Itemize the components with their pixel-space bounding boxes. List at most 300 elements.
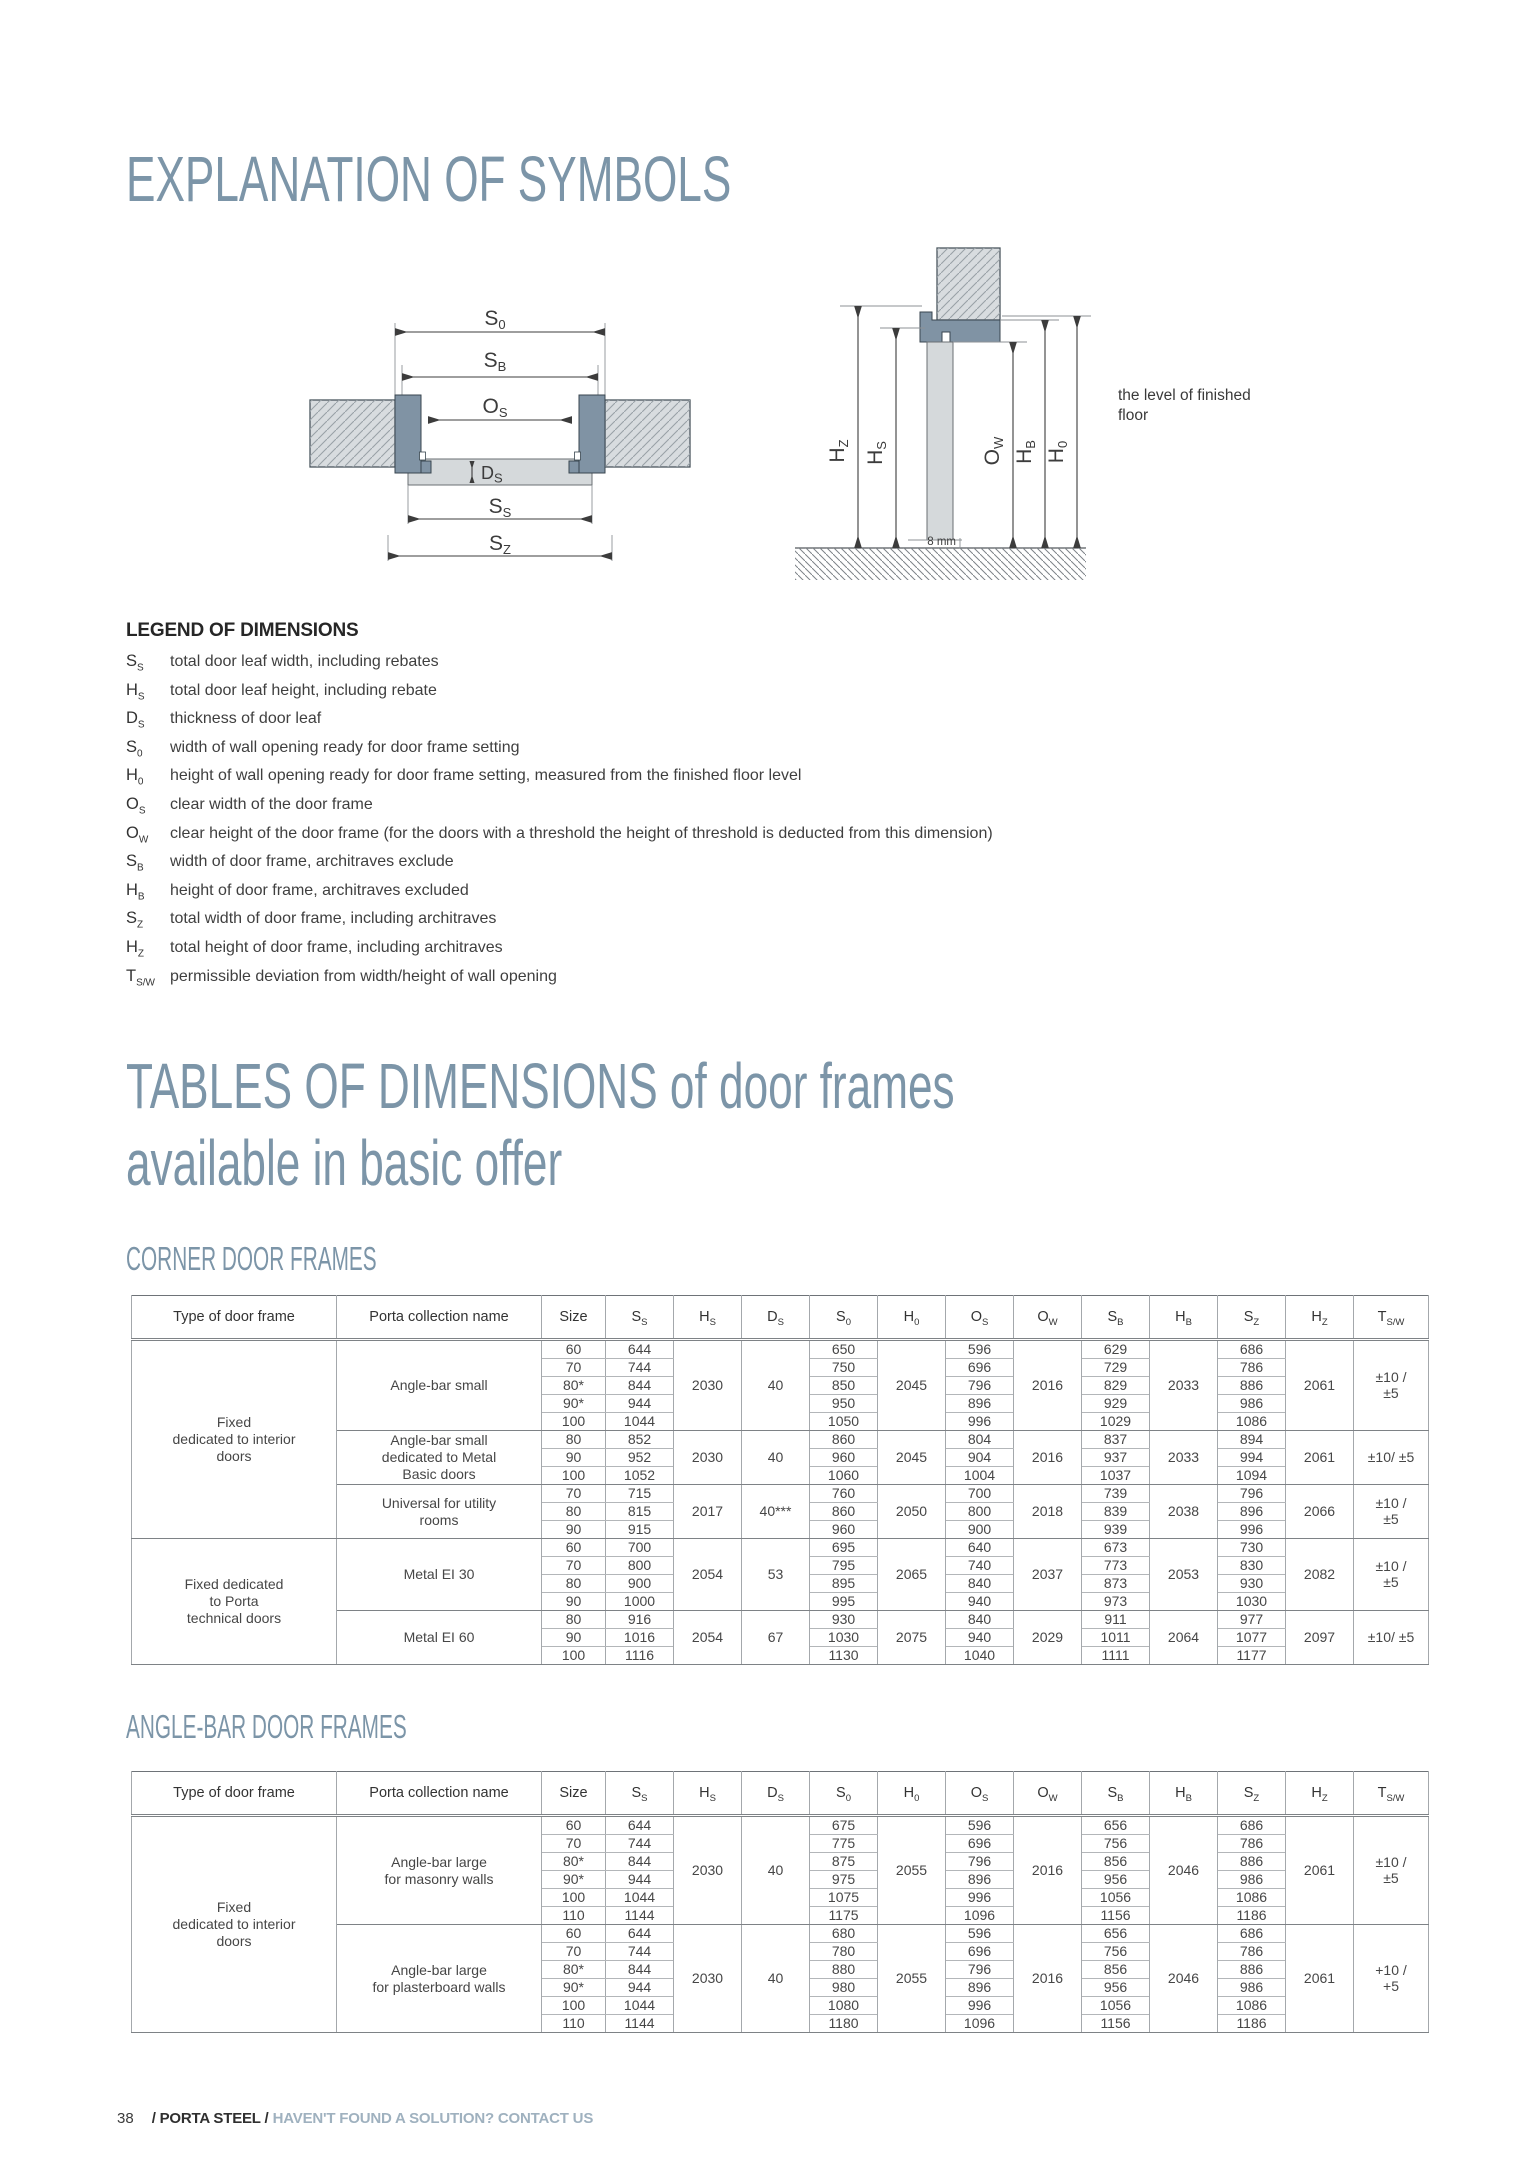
cell-os: 796	[946, 1853, 1014, 1871]
cell-ss: 1044	[606, 1889, 674, 1907]
legend-item	[126, 909, 1456, 938]
cell-sb: 911	[1082, 1611, 1150, 1629]
cell-sb: 1029	[1082, 1413, 1150, 1431]
cell-size: 90	[542, 1449, 606, 1467]
cell-s0: 1080	[810, 1997, 878, 2015]
cell-s0: 850	[810, 1377, 878, 1395]
cell-size: 60	[542, 1925, 606, 1943]
cell-ss: 815	[606, 1503, 674, 1521]
legend-description: total height of door frame, including architraves	[170, 938, 503, 956]
cell-collection-name: Universal for utility rooms	[337, 1485, 542, 1539]
cell-os: 696	[946, 1359, 1014, 1377]
cell-os: 696	[946, 1943, 1014, 1961]
cell-size: 110	[542, 2015, 606, 2033]
header-row	[132, 1296, 1429, 1340]
column-header: $H_B$	[1150, 1772, 1218, 1816]
cell-s0: 675	[810, 1816, 878, 1835]
cell-hb: 2046	[1150, 1925, 1218, 2033]
dim-label-ow: OW	[981, 436, 1006, 466]
legend-symbol: $S_S$	[126, 652, 144, 674]
cell-size: 90	[542, 1521, 606, 1539]
cell-os: 996	[946, 1889, 1014, 1907]
cell-s0: 930	[810, 1611, 878, 1629]
corner-door-frames-table	[131, 1295, 1429, 1665]
column-header: $O_W$	[1014, 1772, 1082, 1816]
cell-sb: 1056	[1082, 1997, 1150, 2015]
cell-ss: 1144	[606, 1907, 674, 1925]
cell-size: 80	[542, 1611, 606, 1629]
cell-sz: 730	[1218, 1539, 1286, 1557]
cell-ow: 2016	[1014, 1431, 1082, 1485]
cell-size: 90*	[542, 1395, 606, 1413]
cell-sz: 977	[1218, 1611, 1286, 1629]
cell-sz: 986	[1218, 1871, 1286, 1889]
cell-os: 1004	[946, 1467, 1014, 1485]
column-header: $H_S$	[674, 1772, 742, 1816]
column-header: $D_S$	[742, 1296, 810, 1340]
cell-os: 804	[946, 1431, 1014, 1449]
cell-sb: 873	[1082, 1575, 1150, 1593]
cell-os: 896	[946, 1871, 1014, 1889]
cell-ss: 744	[606, 1835, 674, 1853]
legend-symbol: $O_S$	[126, 794, 146, 817]
cell-size: 100	[542, 1647, 606, 1665]
cell-hs: 2017	[674, 1485, 742, 1539]
cell-sb: 629	[1082, 1340, 1150, 1359]
column-header: $O_W$	[1014, 1296, 1082, 1340]
cell-os: 796	[946, 1377, 1014, 1395]
cell-sz: 1086	[1218, 1889, 1286, 1907]
legend-list	[126, 652, 1456, 995]
legend-description: total width of door frame, including architraves	[170, 910, 497, 928]
cell-sb: 1056	[1082, 1889, 1150, 1907]
cell-ds: 40	[742, 1340, 810, 1431]
cell-sz: 686	[1218, 1925, 1286, 1943]
cell-size: 70	[542, 1835, 606, 1853]
cell-size: 90*	[542, 1871, 606, 1889]
cell-s0: 880	[810, 1961, 878, 1979]
cell-s0: 950	[810, 1395, 878, 1413]
legend-description: total door leaf height, including rebate	[170, 681, 437, 699]
cell-size: 60	[542, 1816, 606, 1835]
cell-s0: 1175	[810, 1907, 878, 1925]
cell-hb: 2038	[1150, 1485, 1218, 1539]
cell-sb: 1156	[1082, 2015, 1150, 2033]
column-header: $S_B$	[1082, 1772, 1150, 1816]
cell-s0: 795	[810, 1557, 878, 1575]
cell-sz: 786	[1218, 1359, 1286, 1377]
legend-item	[126, 938, 1456, 967]
gap-8mm-label: 8 mm	[927, 536, 956, 548]
cell-ds: 53	[742, 1539, 810, 1611]
cell-s0: 680	[810, 1925, 878, 1943]
column-header: $H_0$	[878, 1296, 946, 1340]
cell-ow: 2029	[1014, 1611, 1082, 1665]
cell-sb: 673	[1082, 1539, 1150, 1557]
cell-sz: 1077	[1218, 1629, 1286, 1647]
cell-os: 996	[946, 1413, 1014, 1431]
cell-sz: 1177	[1218, 1647, 1286, 1665]
cell-h0: 2055	[878, 1925, 946, 2033]
column-header: $H_B$	[1150, 1296, 1218, 1340]
legend-symbol: $O_W$	[126, 823, 149, 845]
cell-os: 700	[946, 1485, 1014, 1503]
column-header: Type of door frame	[132, 1296, 337, 1340]
cell-hb: 2033	[1150, 1431, 1218, 1485]
section-title: TABLES OF DIMENSIONS of door frames available in basic offer	[126, 1050, 955, 1199]
cell-s0: 1130	[810, 1647, 878, 1665]
cell-s0: 1030	[810, 1629, 878, 1647]
cell-os: 596	[946, 1340, 1014, 1359]
angle-bar-door-frames-table	[131, 1771, 1429, 2033]
cell-tolerance: ±10 / ±5	[1354, 1539, 1429, 1611]
cell-size: 100	[542, 1467, 606, 1485]
cell-ss: 915	[606, 1521, 674, 1539]
cell-ow: 2018	[1014, 1485, 1082, 1539]
cell-sb: 756	[1082, 1835, 1150, 1853]
cell-tolerance: ±10 / ±5	[1354, 1816, 1429, 1925]
cell-ds: 40***	[742, 1485, 810, 1539]
cell-os: 696	[946, 1835, 1014, 1853]
cell-size: 70	[542, 1485, 606, 1503]
cell-collection-name: Angle-bar large for plasterboard walls	[337, 1925, 542, 2033]
dim-label-os: OS	[482, 395, 508, 420]
cell-hb: 2033	[1150, 1340, 1218, 1431]
cell-sz: 686	[1218, 1340, 1286, 1359]
cell-hs: 2054	[674, 1539, 742, 1611]
cell-s0: 1060	[810, 1467, 878, 1485]
cell-h0: 2045	[878, 1340, 946, 1431]
legend-description: width of wall opening ready for door frame setting	[170, 738, 520, 756]
cell-ds: 67	[742, 1611, 810, 1665]
cell-sz: 1086	[1218, 1413, 1286, 1431]
dim-label-s0: S0	[484, 307, 506, 332]
cell-size: 80*	[542, 1853, 606, 1871]
cell-ss: 1144	[606, 2015, 674, 2033]
cell-size: 70	[542, 1943, 606, 1961]
cell-s0: 960	[810, 1449, 878, 1467]
corner-table-title: CORNER DOOR FRAMES	[126, 1240, 377, 1277]
cell-h0: 2075	[878, 1611, 946, 1665]
cell-type: Fixed dedicated to Porta technical doors	[132, 1539, 337, 1665]
cell-hz: 2082	[1286, 1539, 1354, 1611]
legend-symbol: $S_B$	[126, 852, 144, 874]
dim-label-h0: H0	[1045, 440, 1070, 464]
legend-description: thickness of door leaf	[170, 710, 322, 728]
cell-ow: 2016	[1014, 1925, 1082, 2033]
cell-s0: 875	[810, 1853, 878, 1871]
cell-ss: 952	[606, 1449, 674, 1467]
cell-size: 70	[542, 1359, 606, 1377]
cell-sb: 739	[1082, 1485, 1150, 1503]
cell-s0: 995	[810, 1593, 878, 1611]
cell-os: 1096	[946, 2015, 1014, 2033]
brand-label: / PORTA STEEL /	[151, 2110, 269, 2127]
cell-os: 640	[946, 1539, 1014, 1557]
cell-type: Fixed dedicated to interior doors	[132, 1816, 337, 2033]
legend-item	[126, 852, 1456, 881]
cell-s0: 760	[810, 1485, 878, 1503]
cell-ss: 944	[606, 1871, 674, 1889]
cell-ss: 644	[606, 1816, 674, 1835]
cell-s0: 980	[810, 1979, 878, 1997]
legend-symbol: $T_{S/W}$	[126, 966, 155, 988]
table-row	[132, 1816, 1429, 1835]
cell-sb: 856	[1082, 1853, 1150, 1871]
cell-size: 80*	[542, 1961, 606, 1979]
cell-sb: 956	[1082, 1979, 1150, 1997]
cell-s0: 695	[810, 1539, 878, 1557]
cell-ss: 1016	[606, 1629, 674, 1647]
cell-hz: 2061	[1286, 1431, 1354, 1485]
legend-symbol: $H_Z$	[126, 937, 145, 960]
cell-s0: 860	[810, 1431, 878, 1449]
cell-h0: 2050	[878, 1485, 946, 1539]
page-title: EXPLANATION OF SYMBOLS	[126, 143, 732, 215]
cell-ow: 2037	[1014, 1539, 1082, 1611]
cell-os: 996	[946, 1997, 1014, 2015]
cell-os: 896	[946, 1395, 1014, 1413]
column-header: $O_S$	[946, 1772, 1014, 1816]
cell-sb: 856	[1082, 1961, 1150, 1979]
cell-size: 90*	[542, 1979, 606, 1997]
legend-item	[126, 881, 1456, 910]
cell-type: Fixed dedicated to interior doors	[132, 1340, 337, 1539]
finished-floor	[795, 548, 1086, 580]
cell-sb: 1111	[1082, 1647, 1150, 1665]
cell-ds: 40	[742, 1925, 810, 2033]
header-row	[132, 1772, 1429, 1816]
cell-sb: 929	[1082, 1395, 1150, 1413]
cell-sz: 986	[1218, 1395, 1286, 1413]
cell-ss: 944	[606, 1979, 674, 1997]
column-header: $S_B$	[1082, 1296, 1150, 1340]
cell-s0: 780	[810, 1943, 878, 1961]
cell-sz: 796	[1218, 1485, 1286, 1503]
cell-ss: 744	[606, 1359, 674, 1377]
cell-ss: 744	[606, 1943, 674, 1961]
dim-label-hz: HZ	[826, 439, 851, 463]
cell-ss: 715	[606, 1485, 674, 1503]
cell-os: 840	[946, 1575, 1014, 1593]
cell-s0: 650	[810, 1340, 878, 1359]
column-header: $D_S$	[742, 1772, 810, 1816]
cell-sb: 973	[1082, 1593, 1150, 1611]
legend-description: height of door frame, architraves excluded	[170, 881, 469, 899]
cell-hs: 2030	[674, 1340, 742, 1431]
cell-size: 90	[542, 1593, 606, 1611]
cell-s0: 1050	[810, 1413, 878, 1431]
cell-tolerance: ±10 / ±5	[1354, 1340, 1429, 1431]
legend-description: total door leaf width, including rebates	[170, 653, 439, 670]
cell-ss: 900	[606, 1575, 674, 1593]
cell-tolerance: ±10/ ±5	[1354, 1431, 1429, 1485]
legend-item	[126, 766, 1456, 795]
column-header: $T_{S/W}$	[1354, 1772, 1429, 1816]
dim-label-hs: HS	[864, 441, 889, 465]
cell-h0: 2055	[878, 1816, 946, 1925]
cell-ss: 844	[606, 1853, 674, 1871]
column-header: $S_0$	[810, 1296, 878, 1340]
cell-size: 80	[542, 1431, 606, 1449]
legend-description: height of wall opening ready for door frame setting, measured from the finished floor level	[170, 767, 802, 785]
cell-size: 90	[542, 1629, 606, 1647]
door-leaf	[927, 342, 953, 540]
cell-hz: 2061	[1286, 1925, 1354, 2033]
cell-os: 740	[946, 1557, 1014, 1575]
cell-ss: 844	[606, 1377, 674, 1395]
column-header: $S_S$	[606, 1296, 674, 1340]
cell-size: 80*	[542, 1377, 606, 1395]
cell-ss: 700	[606, 1539, 674, 1557]
cell-size: 100	[542, 1997, 606, 2015]
table-row	[132, 1340, 1429, 1359]
column-header: $S_Z$	[1218, 1772, 1286, 1816]
cell-os: 796	[946, 1961, 1014, 1979]
cell-size: 60	[542, 1340, 606, 1359]
cell-ss: 844	[606, 1961, 674, 1979]
cell-os: 1040	[946, 1647, 1014, 1665]
cell-size: 110	[542, 1907, 606, 1925]
cell-ss: 1000	[606, 1593, 674, 1611]
cell-hz: 2061	[1286, 1340, 1354, 1431]
cell-ss: 644	[606, 1925, 674, 1943]
cell-sz: 1086	[1218, 1997, 1286, 2015]
column-header: Size	[542, 1296, 606, 1340]
cell-os: 1096	[946, 1907, 1014, 1925]
cell-sz: 1186	[1218, 1907, 1286, 1925]
cell-sb: 937	[1082, 1449, 1150, 1467]
cell-ow: 2016	[1014, 1340, 1082, 1431]
cell-sb: 729	[1082, 1359, 1150, 1377]
cell-ss: 644	[606, 1340, 674, 1359]
cell-os: 904	[946, 1449, 1014, 1467]
column-header: $T_{S/W}$	[1354, 1296, 1429, 1340]
cell-sb: 1011	[1082, 1629, 1150, 1647]
cell-hs: 2054	[674, 1611, 742, 1665]
cell-os: 596	[946, 1925, 1014, 1943]
cell-os: 900	[946, 1521, 1014, 1539]
cell-sb: 656	[1082, 1925, 1150, 1943]
column-header: $H_Z$	[1286, 1772, 1354, 1816]
cell-os: 940	[946, 1593, 1014, 1611]
door-frame-plan-diagram	[300, 295, 700, 575]
cell-sz: 886	[1218, 1377, 1286, 1395]
legend-item	[126, 652, 1456, 681]
cell-sb: 837	[1082, 1431, 1150, 1449]
dim-label-sz: SZ	[489, 532, 511, 557]
cell-ss: 916	[606, 1611, 674, 1629]
cell-size: 70	[542, 1557, 606, 1575]
legend-item	[126, 824, 1456, 853]
cell-sz: 996	[1218, 1521, 1286, 1539]
column-header: Size	[542, 1772, 606, 1816]
legend-symbol: $H_S$	[126, 680, 145, 702]
wall-section	[937, 248, 1000, 320]
cell-hs: 2030	[674, 1816, 742, 1925]
cell-sb: 1156	[1082, 1907, 1150, 1925]
cell-hz: 2061	[1286, 1816, 1354, 1925]
cell-hs: 2030	[674, 1925, 742, 2033]
cell-s0: 1075	[810, 1889, 878, 1907]
cell-size: 100	[542, 1889, 606, 1907]
contact-tagline: HAVEN'T FOUND A SOLUTION? CONTACT US	[272, 2110, 594, 2127]
cell-h0: 2045	[878, 1431, 946, 1485]
cell-sb: 939	[1082, 1521, 1150, 1539]
cell-ss: 944	[606, 1395, 674, 1413]
cell-sz: 686	[1218, 1816, 1286, 1835]
legend-item	[126, 795, 1456, 824]
column-header: Porta collection name	[337, 1772, 542, 1816]
cell-sz: 786	[1218, 1943, 1286, 1961]
dim-label-ds: DS	[481, 463, 503, 486]
dim-label-hb: HB	[1013, 440, 1038, 464]
page-footer	[117, 2110, 593, 2127]
legend-item	[126, 738, 1456, 767]
floor-level-note: the level of finished floor	[1118, 387, 1251, 424]
cell-sb: 829	[1082, 1377, 1150, 1395]
legend-symbol: $S_0$	[126, 737, 143, 760]
cell-collection-name: Angle-bar small	[337, 1340, 542, 1431]
cell-hz: 2097	[1286, 1611, 1354, 1665]
cell-s0: 750	[810, 1359, 878, 1377]
cell-os: 596	[946, 1816, 1014, 1835]
cell-ss: 1044	[606, 1997, 674, 2015]
dim-label-sb: SB	[483, 349, 507, 374]
legend-heading: LEGEND OF DIMENSIONS	[126, 620, 359, 641]
column-header: Porta collection name	[337, 1296, 542, 1340]
cell-collection-name: Angle-bar small dedicated to Metal Basic doors	[337, 1431, 542, 1485]
cell-sz: 994	[1218, 1449, 1286, 1467]
legend-symbol: $H_B$	[126, 880, 145, 903]
cell-collection-name: Metal EI 30	[337, 1539, 542, 1611]
cell-collection-name: Angle-bar large for masonry walls	[337, 1816, 542, 1925]
legend-item	[126, 681, 1456, 710]
column-header: $S_Z$	[1218, 1296, 1286, 1340]
cell-os: 840	[946, 1611, 1014, 1629]
cell-size: 60	[542, 1539, 606, 1557]
cell-s0: 895	[810, 1575, 878, 1593]
cell-s0: 975	[810, 1871, 878, 1889]
cell-h0: 2065	[878, 1539, 946, 1611]
cell-hb: 2064	[1150, 1611, 1218, 1665]
legend-symbol: $H_0$	[126, 766, 144, 788]
door-frame-vertical-section-diagram	[770, 246, 1110, 590]
cell-hz: 2066	[1286, 1485, 1354, 1539]
column-header: $S_0$	[810, 1772, 878, 1816]
legend-item	[126, 967, 1456, 996]
column-header: Type of door frame	[132, 1772, 337, 1816]
cell-sz: 886	[1218, 1961, 1286, 1979]
legend-description: clear width of the door frame	[170, 795, 373, 813]
cell-collection-name: Metal EI 60	[337, 1611, 542, 1665]
cell-size: 80	[542, 1503, 606, 1521]
cell-sb: 839	[1082, 1503, 1150, 1521]
cell-ow: 2016	[1014, 1816, 1082, 1925]
cell-hb: 2053	[1150, 1539, 1218, 1611]
cell-tolerance: ±10 / ±5	[1354, 1485, 1429, 1539]
anglebar-table-title: ANGLE-BAR DOOR FRAMES	[126, 1708, 407, 1745]
cell-ss: 1044	[606, 1413, 674, 1431]
column-header: $H_0$	[878, 1772, 946, 1816]
cell-sb: 956	[1082, 1871, 1150, 1889]
cell-sz: 886	[1218, 1853, 1286, 1871]
column-header: $S_S$	[606, 1772, 674, 1816]
cell-sz: 1030	[1218, 1593, 1286, 1611]
cell-s0: 775	[810, 1835, 878, 1853]
cell-sz: 894	[1218, 1431, 1286, 1449]
cell-sb: 756	[1082, 1943, 1150, 1961]
